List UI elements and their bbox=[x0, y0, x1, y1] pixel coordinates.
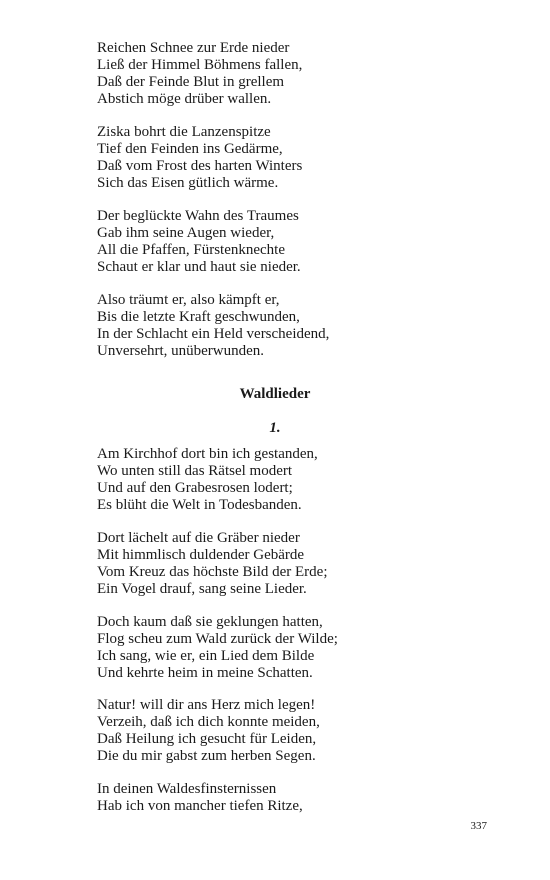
verse-line: Doch kaum daß sie geklungen hatten, bbox=[97, 614, 323, 630]
verse-line: Wo unten still das Rätsel modert bbox=[97, 463, 293, 479]
page-number: 337 bbox=[470, 820, 487, 832]
verse-line: Und kehrte heim in meine Schatten. bbox=[97, 665, 313, 681]
verse-line: Also träumt er, also kämpft er, bbox=[97, 292, 280, 308]
verse-line: Ein Vogel drauf, sang seine Lieder. bbox=[97, 581, 307, 597]
verse-line: Schaut er klar und haut sie nieder. bbox=[97, 259, 301, 275]
verse-line: Tief den Feinden ins Gedärme, bbox=[97, 141, 283, 157]
verse-line: Vom Kreuz das höchste Bild der Erde; bbox=[97, 564, 328, 580]
stanza-3 bbox=[97, 208, 497, 276]
stanza-2 bbox=[97, 124, 497, 192]
verse-line: Sich das Eisen gütlich wärme. bbox=[97, 175, 279, 191]
verse-line: In der Schlacht ein Held verscheidend, bbox=[97, 326, 330, 342]
section-title: Waldlieder bbox=[239, 386, 311, 402]
verse-line: Ziska bohrt die Lanzenspitze bbox=[97, 124, 271, 140]
verse-line: All die Pfaffen, Fürstenknechte bbox=[97, 242, 286, 258]
verse-line: Am Kirchhof dort bin ich gestanden, bbox=[97, 446, 318, 462]
stanza-1 bbox=[97, 40, 497, 108]
waldlieder-stanza-1 bbox=[97, 446, 497, 514]
verse-line: Ließ der Himmel Böhmens fallen, bbox=[97, 57, 303, 73]
verse-line: Es blüht die Welt in Todesbanden. bbox=[97, 497, 302, 513]
verse-line: Abstich möge drüber wallen. bbox=[97, 91, 272, 107]
waldlieder-stanza-5 bbox=[97, 781, 497, 815]
verse-line: Bis die letzte Kraft geschwunden, bbox=[97, 309, 300, 325]
verse-line: Der beglückte Wahn des Traumes bbox=[97, 208, 299, 224]
verse-line: Hab ich von mancher tiefen Ritze, bbox=[97, 798, 303, 814]
verse-line: Daß Heilung ich gesucht für Leiden, bbox=[97, 731, 317, 747]
verse-line: Dort lächelt auf die Gräber nieder bbox=[97, 530, 300, 546]
verse-line: In deinen Waldesfinsternissen bbox=[97, 781, 277, 797]
verse-line: Die du mir gabst zum herben Segen. bbox=[97, 748, 316, 764]
verse-line: Verzeih, daß ich dich konnte meiden, bbox=[97, 714, 320, 730]
waldlieder-stanza-4 bbox=[97, 697, 497, 765]
verse-line: Flog scheu zum Wald zurück der Wilde; bbox=[97, 631, 338, 647]
section-part-number: 1. bbox=[269, 420, 281, 436]
verse-line: Daß der Feinde Blut in grellem bbox=[97, 74, 285, 90]
stanza-4 bbox=[97, 292, 497, 360]
verse-line: Natur! will dir ans Herz mich legen! bbox=[97, 697, 316, 713]
waldlieder-stanza-3 bbox=[97, 614, 497, 682]
verse-line: Gab ihm seine Augen wieder, bbox=[97, 225, 275, 241]
verse-line: Unversehrt, unüberwunden. bbox=[97, 343, 265, 359]
verse-line: Und auf den Grabesrosen lodert; bbox=[97, 480, 293, 496]
verse-line: Ich sang, wie er, ein Lied dem Bilde bbox=[97, 648, 315, 664]
verse-line: Reichen Schnee zur Erde nieder bbox=[97, 40, 290, 56]
verse-line: Daß vom Frost des harten Winters bbox=[97, 158, 303, 174]
waldlieder-stanza-2 bbox=[97, 530, 497, 598]
verse-line: Mit himmlisch duldender Gebärde bbox=[97, 547, 305, 563]
